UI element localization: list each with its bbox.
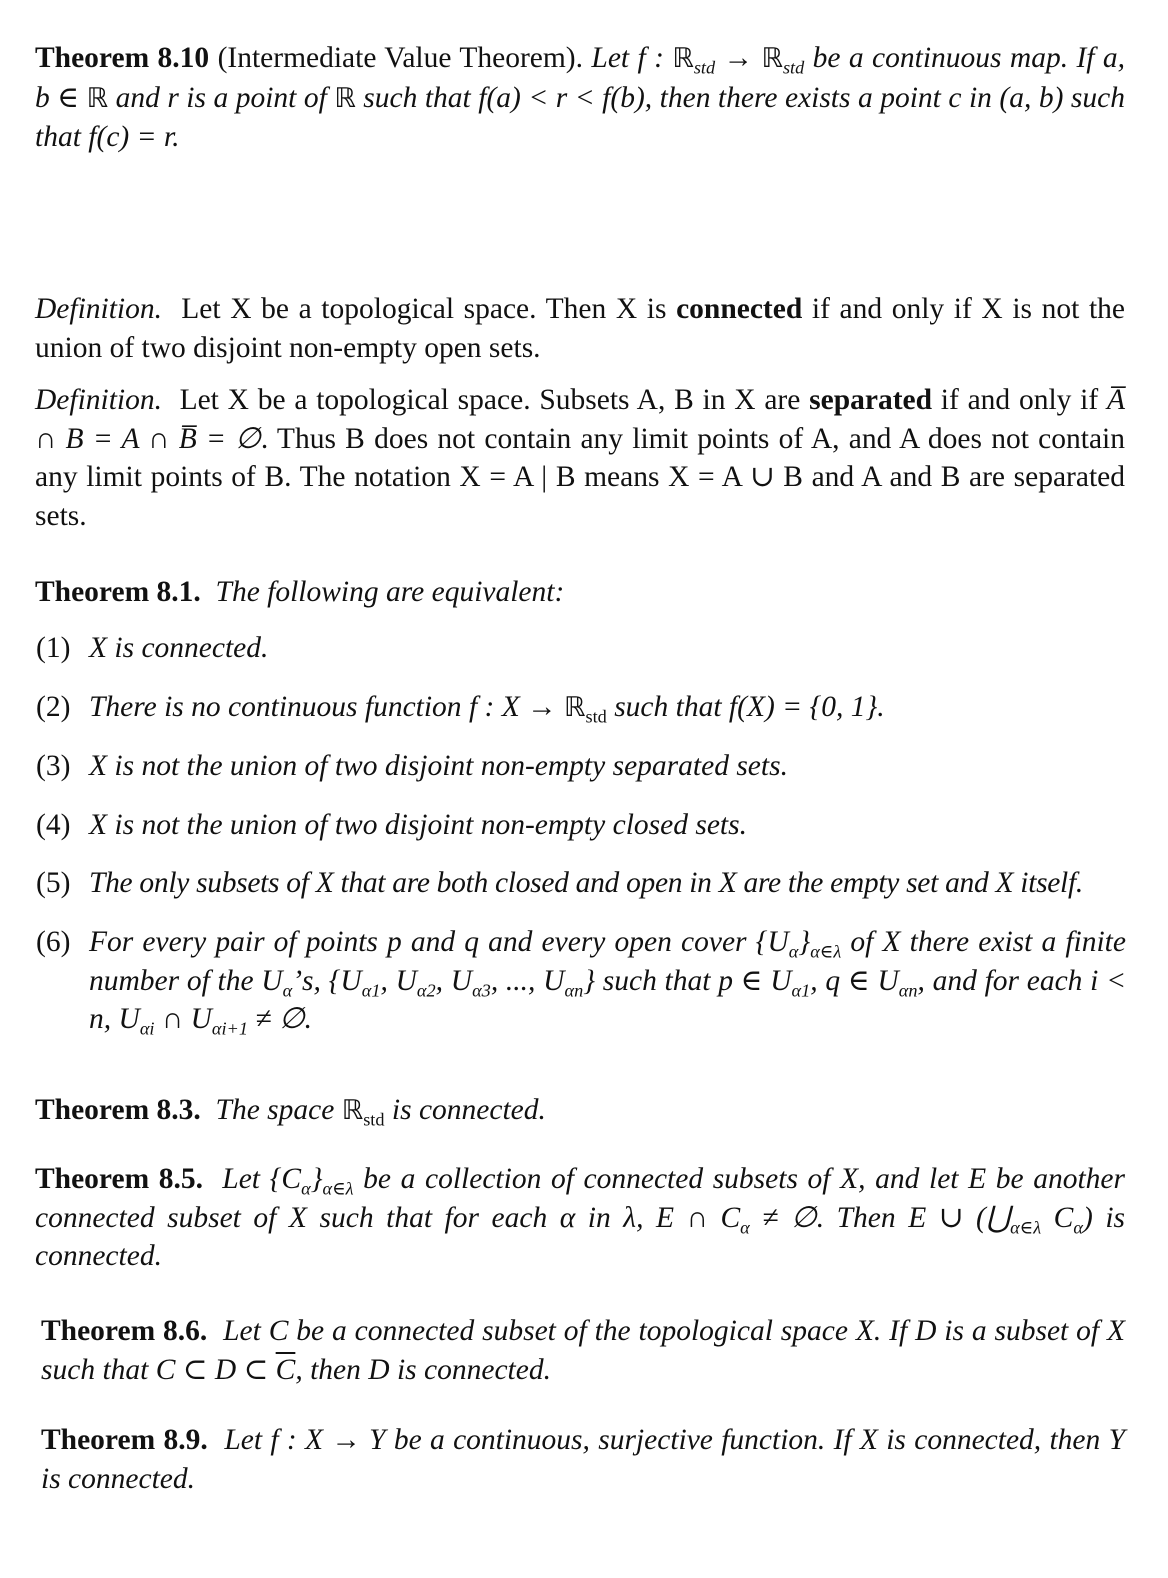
list-number: (2) xyxy=(36,691,71,723)
theorem-8-6 xyxy=(41,1312,1125,1389)
theorem-label: Theorem 8.5. xyxy=(35,1163,204,1195)
theorem-8-1 xyxy=(35,573,1125,612)
list-item xyxy=(36,806,1126,845)
definition-connected xyxy=(35,290,1125,367)
theorem-8-3 xyxy=(35,1091,1125,1131)
list-item xyxy=(36,688,1126,728)
theorem-8-9 xyxy=(41,1421,1125,1498)
theorem-label: Theorem 8.1. xyxy=(35,576,201,608)
theorem-body: Let f : X → Y be a continuous, surjective function. If X is connected, then Y is connected. xyxy=(41,1424,1125,1495)
list-item xyxy=(36,629,1126,668)
definition-term: connected xyxy=(676,293,803,325)
list-number: (3) xyxy=(36,750,71,782)
definition-term: separated xyxy=(809,384,933,416)
theorem-body: Let $\{C_\alpha\}_{\alpha\in\lambda}$ be a collection of connected subsets of X, and let E be another connected subset of X such that for each α in λ, E ∩ $C_\alpha$ ≠ ∅. Then E ∪ ($⋃_{\alpha\in\lambda}$ $C_\alpha$) is connected. xyxy=(35,1163,1126,1272)
definition-pre: Let X be a topological space. Then X is xyxy=(181,293,677,325)
theorem-paren: (Intermediate Value Theorem). xyxy=(209,42,584,74)
list-item xyxy=(36,864,1126,903)
list-number: (1) xyxy=(36,632,71,664)
definition-post: if and only if X is not the union of two disjoint non-empty open sets. xyxy=(35,293,1126,364)
theorem-body: Let f : ℝ$_{std}$ → ℝ$_{std}$ be a continuous map. If a, b ∈ ℝ and r is a point of ℝ such that f(a) < r < f(b), then there exists a point c in (a, b) such that f(c) = r. xyxy=(35,42,1126,153)
theorem-label: Theorem 8.10 xyxy=(35,42,210,74)
list-text: The only subsets of X that are both closed and open in X are the empty set and X itself. xyxy=(89,867,1083,899)
list-item xyxy=(36,747,1126,786)
theorem-label: Theorem 8.9. xyxy=(41,1424,208,1456)
list-text: For every pair of points p and q and every open cover $\{U_\alpha\}_{\alpha\in\lambda}$ of X there exist a finite number of the $U_\alpha’s$, {$U_{\alpha 1}$, $U_{\alpha 2}$, $U_{\alpha 3}$, ..., $U_{\alpha n}$} such that p ∈ $U_{\alpha 1}$, q ∈ $U_{\alpha n}$, and for each i < n, $U_{\alpha i}$ ∩ $U_{\alpha i+1}$ ≠ ∅. xyxy=(89,926,1127,1039)
definition-formula: A̅ ∩ B = A ∩ B̅ = ∅ xyxy=(35,384,1125,455)
theorem-intro: The following are equivalent: xyxy=(215,576,565,608)
list-number: (6) xyxy=(36,926,71,958)
definition-pre: Let X be a topological space. Subsets A, B in X are xyxy=(179,384,810,416)
list-item xyxy=(36,923,1126,1039)
theorem-label: Theorem 8.6. xyxy=(41,1315,208,1347)
definition-separated xyxy=(35,381,1125,535)
list-text: There is no continuous function f : X → ℝ$_{std}$ such that f(X) = {0, 1}. xyxy=(89,691,885,727)
list-text: X is connected. xyxy=(89,632,269,664)
list-text: X is not the union of two disjoint non-empty separated sets. xyxy=(89,750,788,782)
definition-label: Definition. xyxy=(35,384,163,416)
list-number: (4) xyxy=(36,809,71,841)
definition-post-1: if and only if xyxy=(932,384,1107,416)
theorem-body: Let C be a connected subset of the topological space X. If D is a subset of X such that C ⊂ D ⊂ $\overline{C}$, then D is connected. xyxy=(41,1315,1126,1386)
theorem-8-10 xyxy=(35,39,1125,157)
list-number: (5) xyxy=(36,867,71,899)
definition-post-2: . Thus B does not contain any limit points of A, and A does not contain any limit points of B. The notation X = A | B means X = A ∪ B and A and B are separated sets. xyxy=(35,422,1125,532)
theorem-8-5 xyxy=(35,1160,1125,1276)
theorem-label: Theorem 8.3. xyxy=(35,1094,201,1126)
list-text: X is not the union of two disjoint non-empty closed sets. xyxy=(89,809,747,841)
definition-label: Definition. xyxy=(35,293,163,325)
theorem-body: The space ℝ$_{std}$ is connected. xyxy=(215,1094,546,1130)
